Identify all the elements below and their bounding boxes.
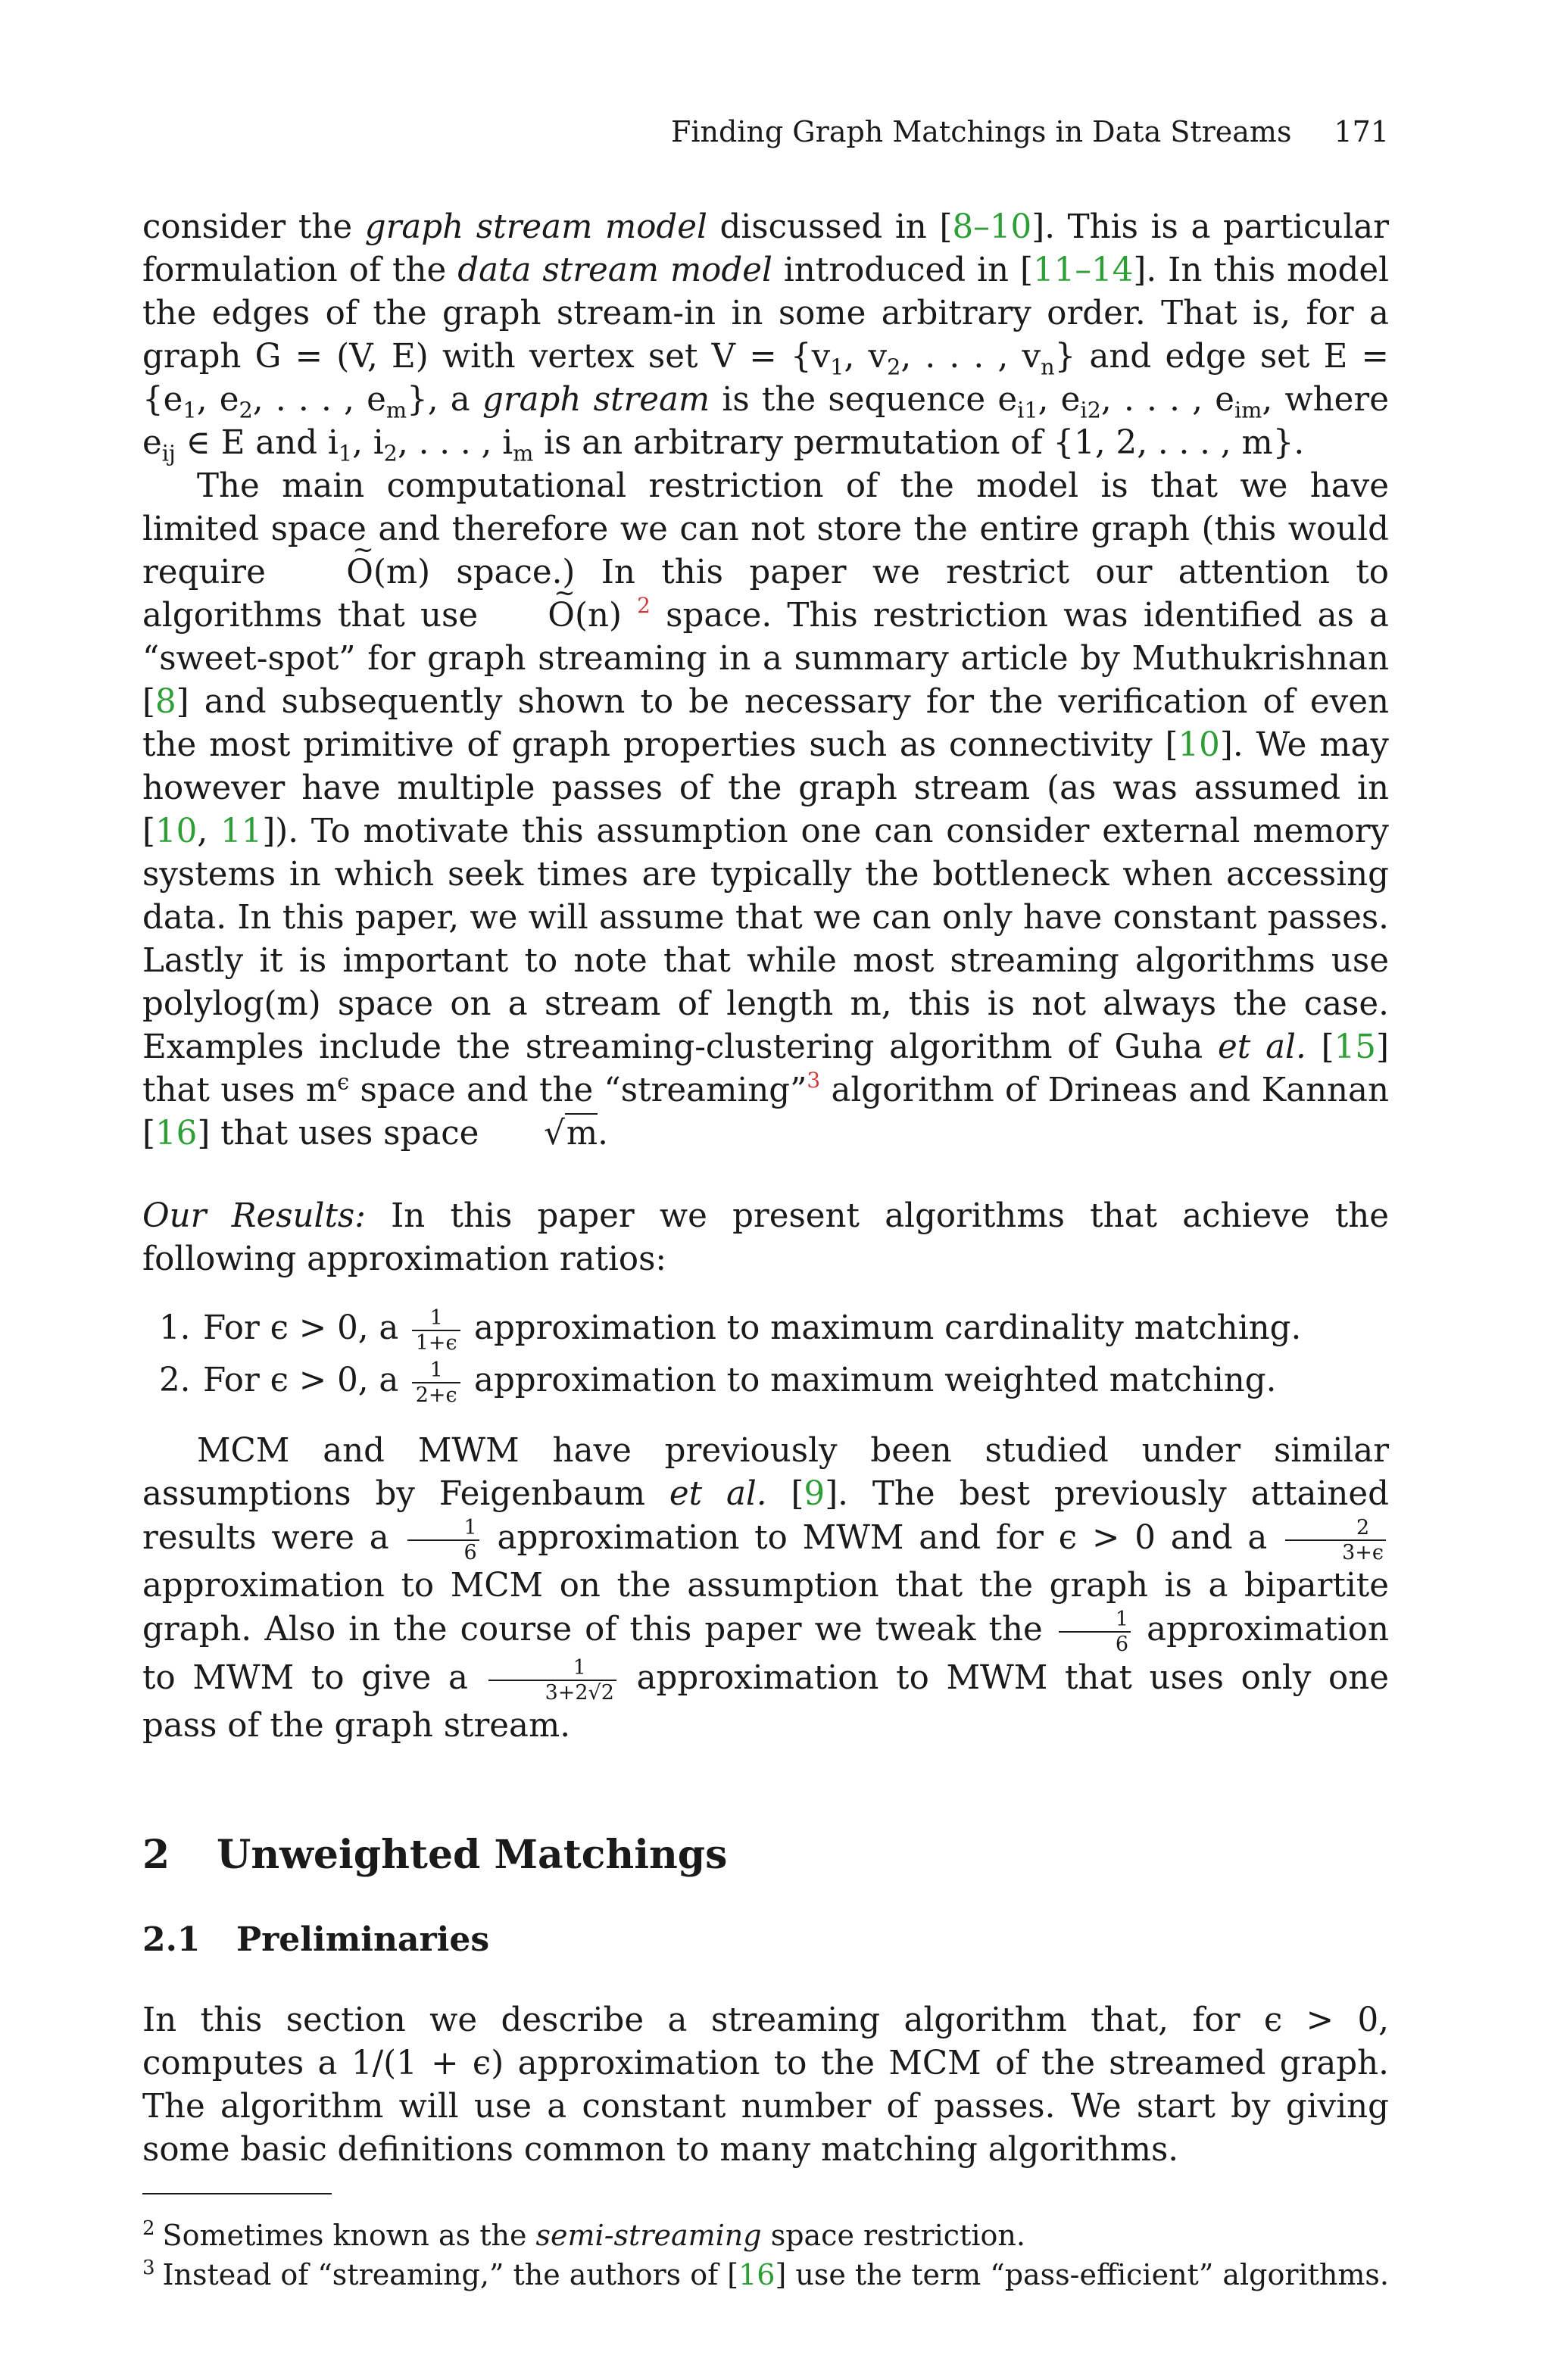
section-heading: 2 Unweighted Matchings xyxy=(142,1832,728,1878)
footnote-rule xyxy=(142,2193,332,2194)
citation-link[interactable]: 10 xyxy=(1178,726,1220,764)
running-title: Finding Graph Matchings in Data Streams xyxy=(670,115,1292,148)
footnote-2: $^2$ Sometimes known as the semi-streaming space restriction. xyxy=(142,2217,1025,2252)
citation-link[interactable]: 15 xyxy=(1334,1028,1376,1066)
results-list xyxy=(142,1302,1389,1407)
citation-link[interactable]: 11–14 xyxy=(1032,251,1134,289)
citation-link[interactable]: 8–10 xyxy=(952,208,1032,246)
paragraph-prior-work: MCM and MWM have previously been studied under similar assumptions by Feigenbaum et al. [9]. The best previously attained results were a $\frac{1}{6}$ approximation to MWM and for ϵ > 0 and a $\frac{2}{3+\epsilon}$ approximation to MCM on the assumption that the graph is a bipartite graph. Also in the course of this paper we tweak the $\frac{1}{6}$ approximation to MWM to give a $\frac{1}{3+2√2}$ approximation to MWM that uses only one pass of the graph stream. xyxy=(142,1432,1389,1745)
list-item: 2. For ϵ > 0, a $\frac{1}{2+\epsilon}$ approximation to maximum weighted matching. xyxy=(159,1358,1277,1407)
paragraph-graph-stream-model: consider the graph stream model discussed in [8–10]. This is a particular formulation of the data stream model introduced in [11–14]. In this model the edges of the graph stream-in in some arbitrary order. That is, for a graph G = (V, E) with vertex set $V = \{v_1$, $v_2$, . . . , $v_n$} and edge set $E = \{e_1$, $e_2$, . . . , $e_m$}, a graph stream is the sequence $e_{i1}$, $e_{i2}$, . . . , $e_{im}$, where $e_{ij}$ ∈ E and $i_1$, $i_2$, . . . , $i_m$ is an arbitrary permutation of {1, 2, . . . , m}. xyxy=(142,208,1390,466)
running-head xyxy=(671,115,1389,148)
citation-link[interactable]: 9 xyxy=(804,1475,825,1513)
page-number: 171 xyxy=(1334,115,1389,148)
fraction: $\frac{1}{3+2√2}$ xyxy=(488,1656,616,1705)
paragraph-space-restriction: The main computational restriction of the model is that we have limited space and therefore we can not store the entire graph (this would require ~ O(m) space.) In this paper we restrict our attention to algorithms that use ~ O(n) $^2$ space. This restriction was identified as a “sweet-spot” for graph streaming in a summary article by Muthukrishnan [8] and subsequently shown to be necessary for the verification of even the most primitive of graph properties such as connectivity [10]. We may however have multiple passes of the graph stream (as was assumed in [10, 11]). To motivate this assumption one can consider external memory systems in which seek times are typically the bottleneck when accessing data. In this paper, we will assume that we can only have constant passes. Lastly it is important to note that while most streaming algorithms use polylog(m) space on a stream of length m, this is not always the case. Examples include the streaming-clustering algorithm of Guha et al. [15] that uses $m^\epsilon$ space and the “streaming”$^3$ algorithm of Drineas and Kannan [16] that uses space √m. xyxy=(142,465,1389,1156)
footnote-3: $^3$ Instead of “streaming,” the authors of [16] use the term “pass-efficient” algorithms. xyxy=(142,2257,1390,2291)
citation-link[interactable]: 11 xyxy=(220,813,263,850)
fraction: $\frac{1}{2+\epsilon}$ xyxy=(412,1358,460,1407)
footnotes xyxy=(142,2216,1389,2294)
paragraph-our-results: Our Results: In this paper we present algorithms that achieve the following approximation ratios: xyxy=(142,1197,1389,1278)
footnote-mark[interactable]: 2 xyxy=(637,593,651,618)
results-heading: Our Results: xyxy=(142,1197,366,1235)
citation-link[interactable]: 10 xyxy=(154,813,198,850)
fraction: $\frac{1}{1+\epsilon}$ xyxy=(412,1306,460,1355)
sqrt-expression: √m xyxy=(544,1115,598,1153)
page-body xyxy=(142,206,1389,2294)
fraction: $\frac{2}{3+\epsilon}$ xyxy=(1285,1516,1386,1564)
subsection-heading: 2.1 Preliminaries xyxy=(142,1920,490,1959)
footnote-mark[interactable]: 3 xyxy=(807,1068,821,1093)
citation-link[interactable]: 16 xyxy=(154,1115,198,1153)
fraction: $\frac{1}{6}$ xyxy=(407,1516,479,1564)
paragraph-preliminaries: In this section we describe a streaming algorithm that, for ϵ > 0, computes a 1/(1 + ϵ) approximation to the MCM of the streamed graph. The algorithm will use a constant number of passes. We start by giving some basic definitions common to many matching algorithms. xyxy=(142,2001,1389,2169)
citation-link[interactable]: 16 xyxy=(738,2258,776,2291)
list-item: 1. For ϵ > 0, a $\frac{1}{1+\epsilon}$ approximation to maximum cardinality matching. xyxy=(159,1306,1302,1355)
fraction: $\frac{1}{6}$ xyxy=(1059,1608,1131,1656)
citation-link[interactable]: 8 xyxy=(154,683,176,721)
